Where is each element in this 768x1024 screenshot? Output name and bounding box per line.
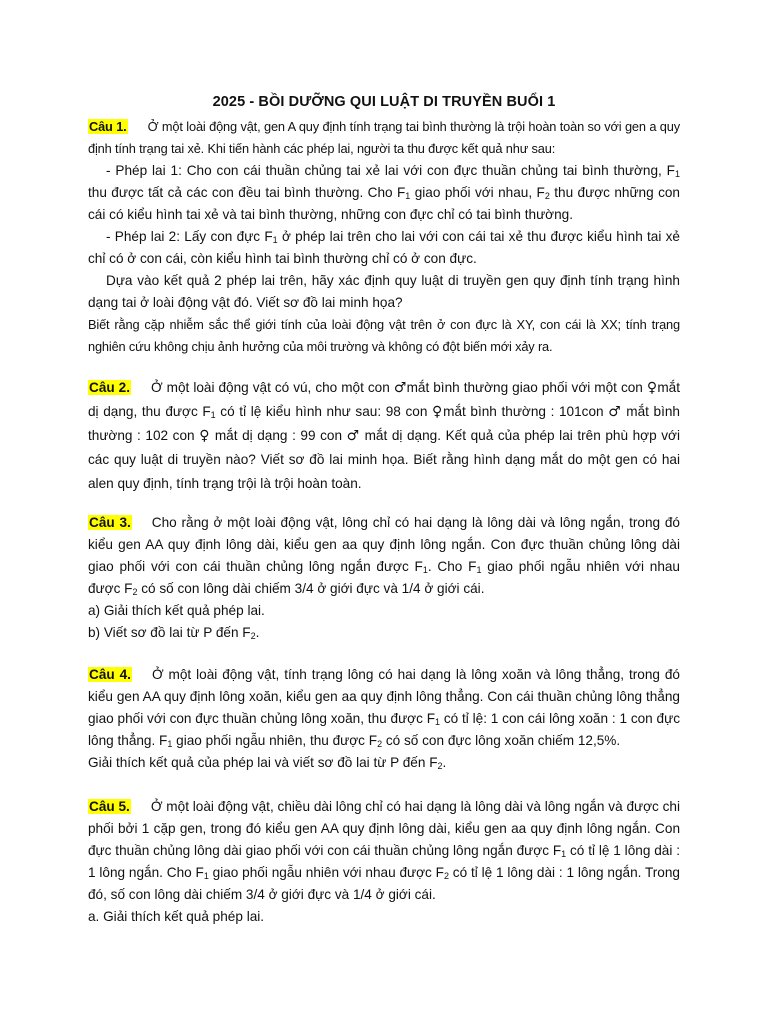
male-symbol-icon: ♂	[608, 404, 622, 420]
q4-label: Câu 4.	[89, 667, 131, 682]
q4-text: Câu 4. Ở một loài động vật, tính trạng lông có hai dạng là lông xoăn và lông thẳng, trong đó kiểu gen AA quy định lông xoăn, kiểu gen aa quy định lông thẳng. Con cái thuần chủng lông thẳng giao phối với con đực thuần chủng lông xoăn, thu được $F_1$ có tỉ lệ: 1 con cái lông xoăn : 1 con đực lông thẳng. $F_1$ giao phối ngẫu nhiên, thu được $F_2$ có số con đực lông xoăn chiếm 12,5%.	[88, 667, 681, 749]
q5-label: Câu 5.	[89, 799, 130, 814]
male-symbol-icon: ♂	[346, 428, 360, 444]
question-2	[88, 376, 680, 496]
q2-label: Câu 2.	[89, 380, 131, 395]
q3-text: Câu 3. Cho rằng ở một loài động vật, lông chỉ có hai dạng là lông dài và lông ngắn, trong đó kiểu gen AA quy định lông dài, kiểu gen aa quy định lông ngắn. Con đực thuần chủng lông dài giao phối với con cái thuần chủng lông ngắn được $F_1$. Cho $F_1$ giao phối ngẫu nhiên với nhau được $F_2$ có số con lông dài chiếm 3/4 ở giới đực và 1/4 ở giới cái.	[88, 515, 680, 597]
q5-text: Câu 5. Ở một loài động vật, chiều dài lông chỉ có hai dạng là lông dài và lông ngắn và được chi phối bởi 1 cặp gen, trong đó kiểu gen AA quy định lông dài, kiểu gen aa quy định lông ngắn. Con đực thuần chủng lông dài giao phối với con cái thuần chủng lông ngắn được $F_1$ có tỉ lệ 1 lông dài : 1 lông ngắn. Cho $F_1$ giao phối ngẫu nhiên với nhau được $F_2$ có tỉ lệ 1 lông dài : 1 lông ngắn. Trong đó, số con lông dài chiếm 3/4 ở giới đực và 1/4 ở giới cái.	[88, 799, 681, 902]
q1-question: Dựa vào kết quả 2 phép lai trên, hãy xác định quy luật di truyền gen quy định tính trạng hình dạng tai ở loài động vật đó. Viết sơ đồ lai minh họa?	[88, 273, 680, 310]
q2-text: Câu 2. Ở một loài động vật có vú, cho một con ♂mắt bình thường giao phối với một con ♀mắt dị dạng, thu được $F_1$ có tỉ lệ kiểu hình như sau: 98 con ♀mắt bình thường : 101con ♂ mắt bình thường : 102 con ♀ mắt dị dạng : 99 con ♂ mắt dị dạng. Kết quả của phép lai trên phù hợp với các quy luật di truyền nào? Viết sơ đồ lai minh họa. Biết rằng hình dạng mắt do một gen có hai alen quy định, tính trạng trội là trội hoàn toàn.	[88, 380, 681, 491]
question-3	[88, 512, 680, 644]
question-5	[88, 796, 680, 928]
q4-instruction: Giải thích kết quả của phép lai và viết sơ đồ lai từ P đến $F_2$.	[88, 755, 447, 771]
q3-item-b: b) Viết sơ đồ lai từ P đến $F_2$.	[88, 625, 260, 641]
question-1	[88, 116, 680, 358]
question-4	[88, 664, 680, 774]
female-symbol-icon: ♀	[199, 428, 211, 444]
q1-note: Biết rằng cặp nhiễm sắc thể giới tính của loài động vật trên ở con đực là XY, con cái là XX; tính trạng nghiên cứu không chịu ảnh hưởng của môi trường và không có đột biến mới xảy ra.	[88, 317, 680, 354]
q3-item-a: a) Giải thích kết quả phép lai.	[88, 603, 265, 618]
male-symbol-icon: ♂	[393, 380, 407, 396]
q1-intro: Câu 1. Ở một loài động vật, gen A quy định tính trạng tai bình thường là trội hoàn toàn so với gen a quy định tính trạng tai xẻ. Khi tiến hành các phép lai, người ta thu được kết quả như sau:	[88, 119, 680, 156]
page-title: 2025 - BỒI DƯỠNG QUI LUẬT DI TRUYỀN BUỔI 1	[212, 94, 556, 110]
q1-cross-2: - Phép lai 2: Lấy con đực $F_1$ ở phép lai trên cho lai với con cái tai xẻ thu được kiểu hình tai xẻ chỉ có ở con cái, còn kiểu hình tai bình thường chỉ có ở con đực.	[88, 229, 680, 266]
q3-label: Câu 3.	[89, 515, 131, 530]
female-symbol-icon: ♀	[432, 404, 444, 420]
female-symbol-icon: ♀	[646, 380, 658, 396]
q1-label: Câu 1.	[89, 119, 127, 134]
q5-item-a: a. Giải thích kết quả phép lai.	[88, 909, 265, 924]
q1-cross-1: - Phép lai 1: Cho con cái thuần chủng tai xẻ lai với con đực thuần chủng tai bình thường, $F_1$ thu được tất cả các con đều tai bình thường. Cho $F_1$ giao phối với nhau, $F_2$ thu được những con cái có kiểu hình tai xẻ và tai bình thường, những con đực chỉ có tai bình thường.	[88, 163, 680, 222]
